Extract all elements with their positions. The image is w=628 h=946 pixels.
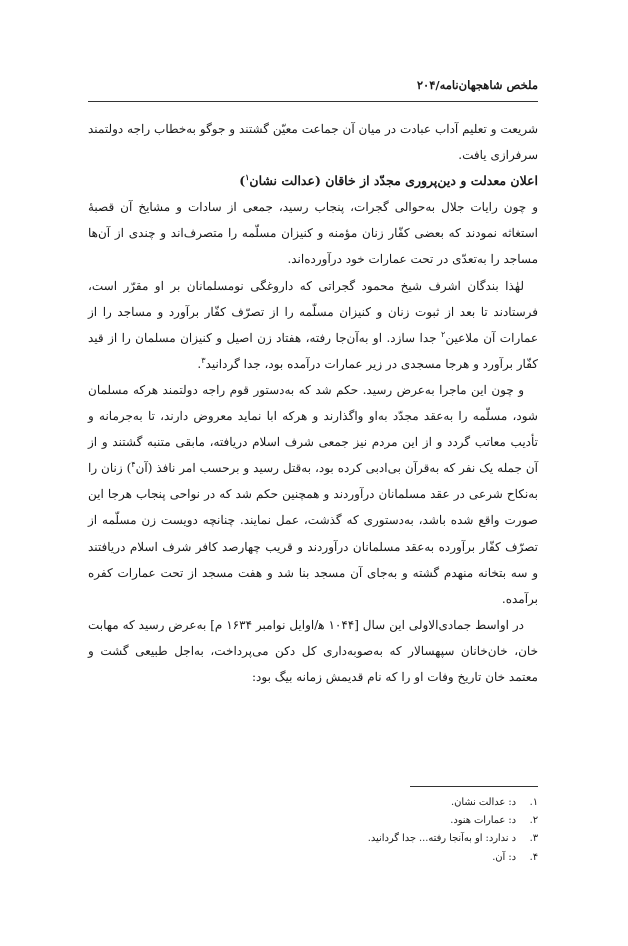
- footnote-item: [88, 849, 538, 867]
- footnote-text: د: عمارات هنود.: [450, 815, 516, 827]
- section-heading-close: ): [239, 173, 246, 189]
- header-divider: [88, 101, 538, 102]
- footnotes: [88, 794, 538, 867]
- footnote-number: ۳.: [529, 833, 538, 845]
- paragraph-3-part-c: .: [197, 356, 202, 371]
- section-heading-text: اعلان معدلت و دین‌پروری مجدّد از خاقان (عدالت نشان: [249, 173, 538, 189]
- paragraph-1: شریعت و تعلیم آداب عبادت در میان آن جماعت معیّن گشتند و جوگو به‌خطاب راجه دولتمند سرفرازی یافت.: [88, 122, 538, 163]
- paragraph-4: [88, 377, 538, 612]
- paragraph-3-part-a: لهٰذا بندگان اشرف شیخ محمود گجراتی که داروغگی نومسلمانان بر او مقرّر است، فرستادند تا بعد از ثبوت زنان و کنیزان مسلّمه را از تصرّف کفّار برآورد و مساجد را از عمارات آن ملاعین: [88, 278, 538, 345]
- footnote-text: د: عدالت نشان.: [451, 797, 516, 808]
- paragraph-4-part-b: ) زنان را به‌نکاح شرعی در عقد مسلمانان درآوردند و همچنین حکم شد که در نواحی پنجاب هرجا این صورت واقع شده باشد، به‌دستوری که گذشت، عمل نمایند. چنانچه دویست زن مسلّمه از تصرّف کفّار برآورده به‌عقد مسلمانان درآوردند و قریب چهارصد کافر شرف اسلام دریافتند و سه بتخانه منهدم گشته و به‌جای آن مسجد بنا شد و هفت مسجد از تحت عمارات کفره برآمده.: [88, 461, 538, 606]
- footnote-number: ۴.: [529, 851, 538, 863]
- body-text: [88, 116, 538, 690]
- paragraph-3: [88, 273, 538, 377]
- footnote-item: [88, 794, 538, 812]
- footnote-ref-1: ۱: [245, 172, 250, 183]
- footnote-number: ۲.: [529, 815, 538, 827]
- paragraph-3-part-b: جدا سازد. او به‌آن‌جا رفته، هفتاد زن اصیل و کنیزان مسلمان را از قید کفّار برآورد و هرجا مسجدی در زیر عمارات درآمده بود، جدا گردانید: [88, 330, 538, 371]
- paragraph-5: در اواسط جمادی‌الاولی این سال [۱۰۴۴ ﻫ/اوایل نوامبر ۱۶۳۴ م] به‌عرض رسید که مهابت خان، خان‌خانان سپهسالار که به‌صوبه‌داری کل دکن می‌پرداخت، به‌اجل طبیعی گشت و معتمد خان تاریخ وفات او را که نام قدیمش زمانه بیگ بود:: [88, 617, 538, 684]
- running-header: ملخص شاهجهان‌نامه/۲۰۴: [416, 78, 538, 92]
- section-heading: [88, 168, 538, 194]
- footnote-ref-4: ۴: [131, 460, 136, 470]
- footnote-text: د: آن.: [492, 851, 516, 863]
- footnote-ref-2: ۲: [441, 329, 446, 339]
- footnote-item: [88, 812, 538, 830]
- footnote-text: د ندارد: او به‌آنجا رفته... جدا گردانید.: [367, 833, 516, 845]
- footnote-divider: [410, 786, 538, 787]
- paragraph-2: و چون رایات جلال به‌حوالی گجرات، پنجاب رسید، جمعی از سادات و مشایخ آن قصبهٔ استغاثه نمودند که بعضی کفّار زنان مؤمنه و کنیزان مسلّمه را متصرف‌اند و چندی از آن‌ها مساجد را به‌تعدّی در تحت عمارات خود درآورده‌اند.: [88, 200, 538, 267]
- footnote-number: ۱.: [529, 797, 538, 808]
- footnote-ref-3: ۳: [201, 355, 206, 365]
- footnote-item: [88, 830, 538, 848]
- paragraph-4-part-a: و چون این ماجرا به‌عرض رسید. حکم شد که به‌دستور قوم راجه دولتمند هرکه مسلمان شود، مسلّمه را به‌عقد مجدّد به‌او واگذارند و هرکه ابا نماید معروض دارند، تا به‌جرمانه و تأدیب معاتب گردد و از این مردم نیز جمعی شرف اسلام دریافته، مابقی متنبه گشتند و از آن جمله یک نفر که به‌قرآن بی‌ادبی کرده بود، به‌قتل رسید و برحسب امر نافذ (آن: [88, 382, 538, 476]
